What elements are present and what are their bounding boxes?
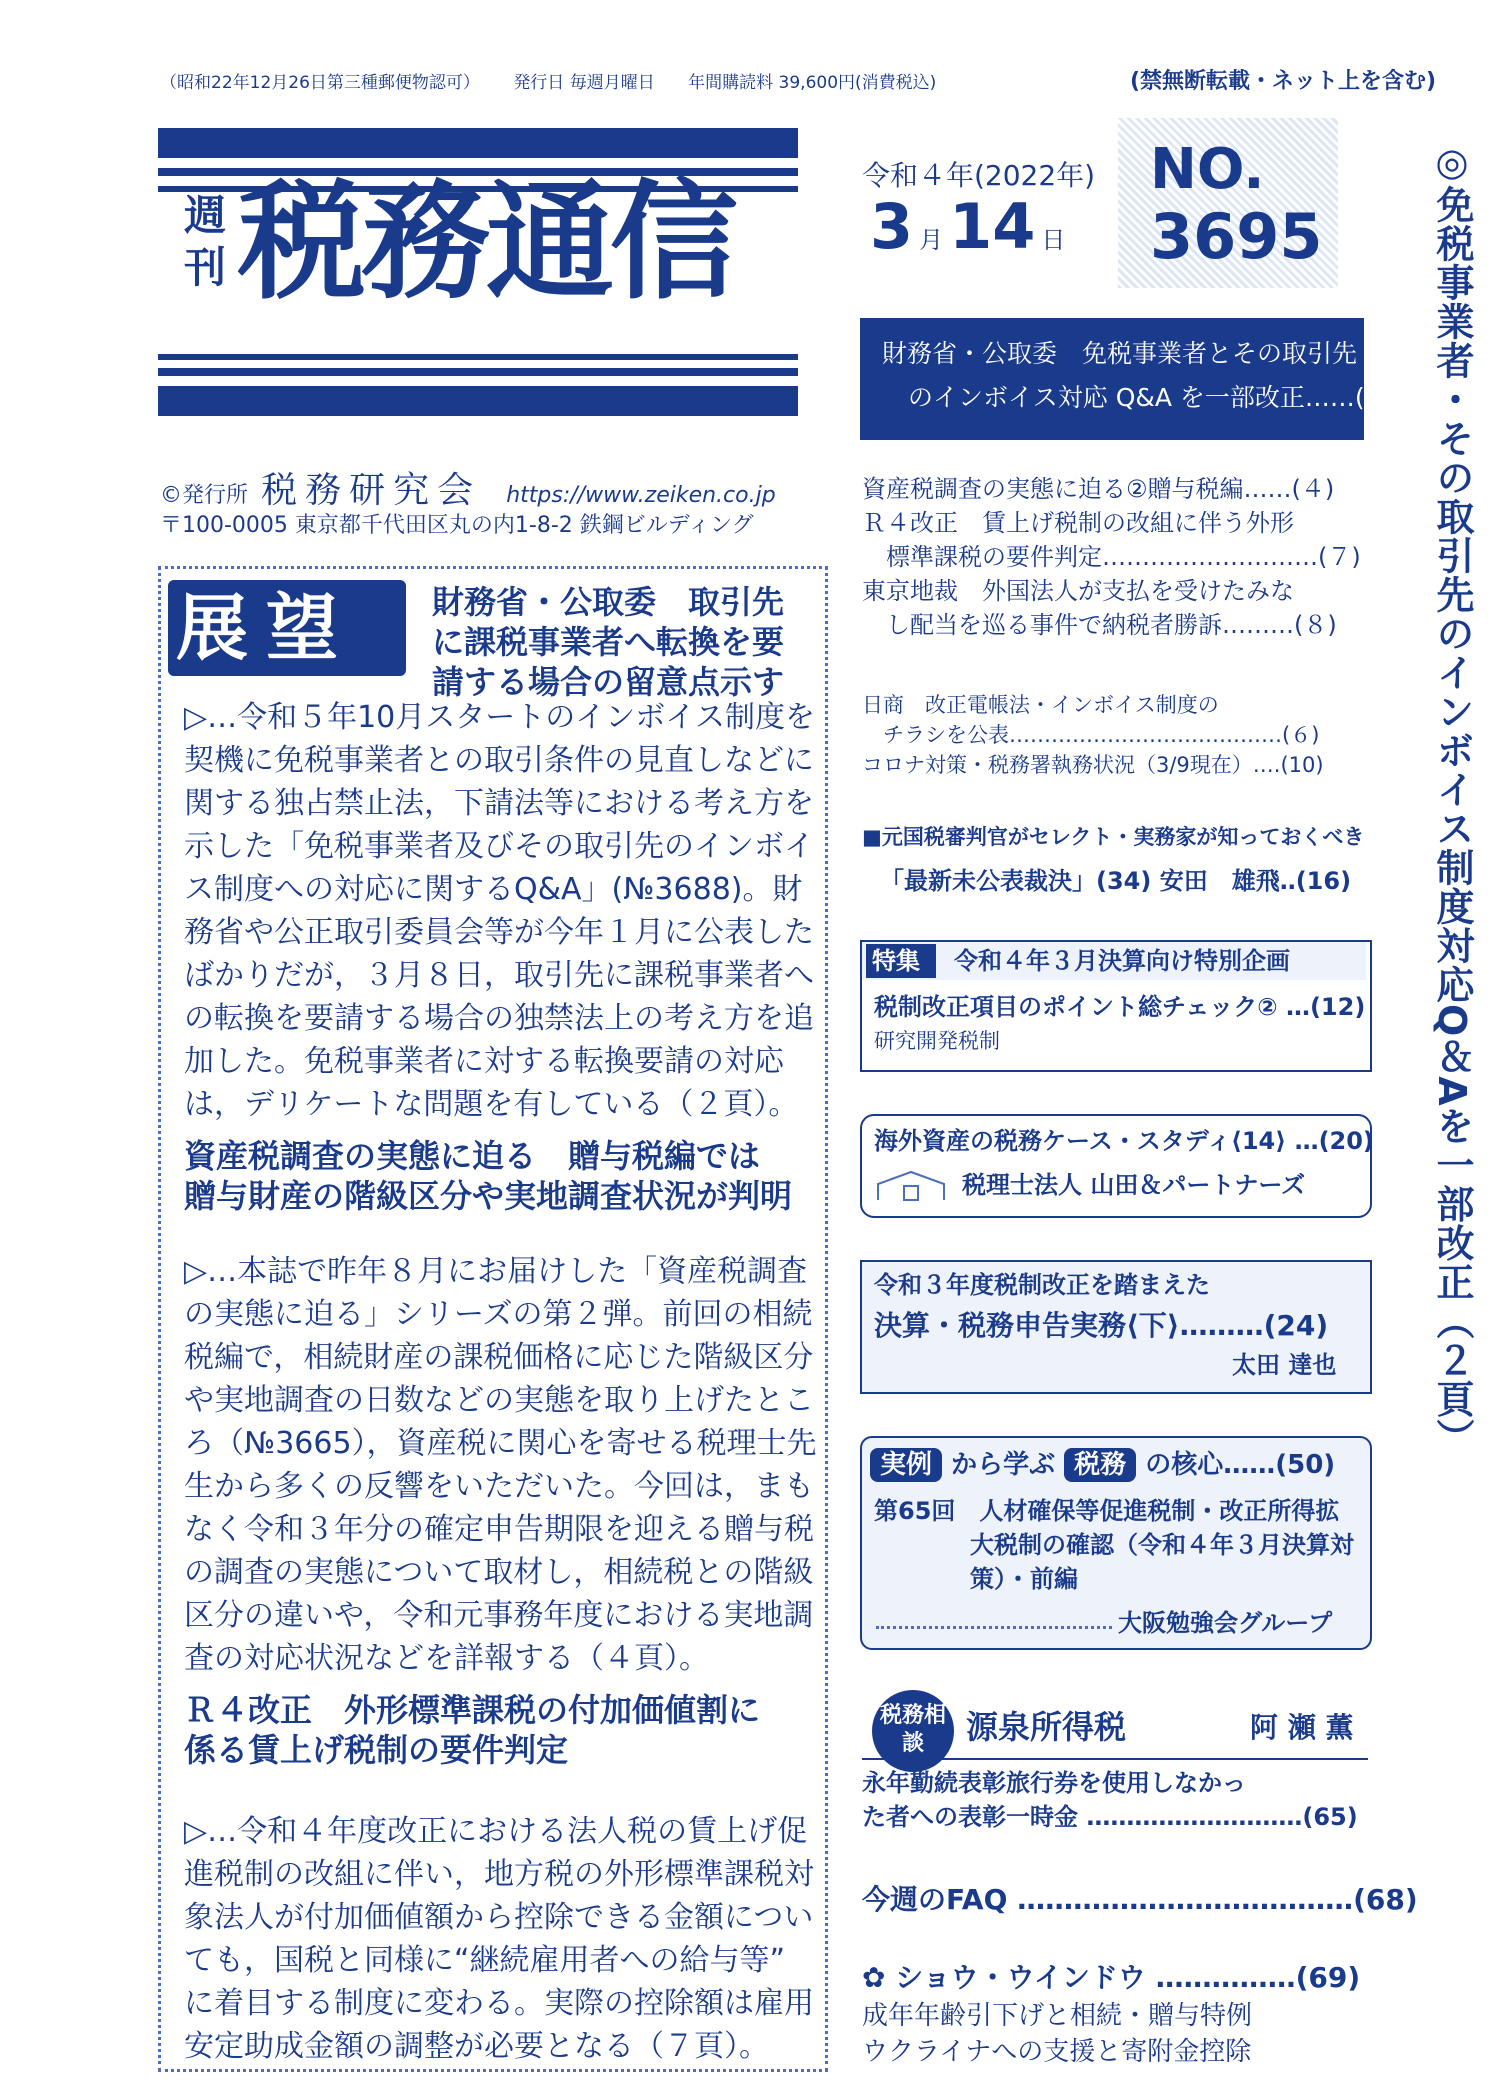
kessan-title[interactable]: 決算・税務申告実務⟨下⟩………(24) bbox=[874, 1309, 1329, 1342]
para-line: 関する独占禁止法，下請法等における考え方を bbox=[184, 786, 814, 821]
house-icon bbox=[876, 1170, 946, 1206]
toc-item[interactable]: 東京地裁 外国法人が支払を受けたみな bbox=[862, 577, 1294, 605]
section-heading-assets bbox=[184, 1136, 792, 1216]
kaigai-author: 税理士法人 山田＆パートナーズ bbox=[962, 1171, 1306, 1199]
toc-item[interactable]: し配当を巡る事件で納税者勝訴………(８) bbox=[862, 611, 1337, 639]
lead-headline-line1: 財務省・公取委 免税事業者とその取引先 bbox=[882, 339, 1358, 368]
para-line: なく令和３年分の確定申告期限を迎える贈与税 bbox=[184, 1512, 814, 1547]
tokushu-item[interactable]: 税制改正項目のポイント総チェック② …(12) bbox=[874, 993, 1366, 1021]
para-line: ▷…本誌で昨年８月にお届けした「資産税調査 bbox=[184, 1254, 808, 1289]
soudan-items bbox=[862, 1766, 1358, 1834]
toc-group-2 bbox=[862, 690, 1324, 780]
publisher-line bbox=[160, 462, 776, 513]
outlook-headline-line: に課税事業者へ転換を要 bbox=[432, 623, 785, 661]
subscription-text: 年間購読料 39,600円(消費税込) bbox=[688, 73, 937, 93]
date-month-unit: 月 bbox=[919, 226, 944, 254]
para-line: 生から多くの反響をいただいた。今回は，まも bbox=[184, 1469, 814, 1504]
outlook-headline-line: 請する場合の留意点示す bbox=[432, 663, 785, 701]
window-title[interactable]: ショウ・ウインドウ ……………(69) bbox=[895, 1961, 1361, 1994]
outlook-paragraph-2 bbox=[184, 1250, 817, 1680]
window-item[interactable]: 成年年齢引下げと相続・贈与特例 bbox=[862, 2001, 1253, 2031]
soudan-author: 阿 瀬 薫 bbox=[1250, 1711, 1354, 1744]
para-line: ろ（№3665），資産税に関心を寄せる税理士先 bbox=[184, 1426, 817, 1461]
outlook-headline bbox=[432, 582, 784, 702]
para-line: の実態に迫る」シリーズの第２弾。前回の相続 bbox=[184, 1297, 813, 1332]
para-line: 区分の違いや，令和元事務年度における実地調 bbox=[184, 1598, 814, 1633]
jitsurei-header bbox=[870, 1444, 1335, 1481]
para-line: ス制度への対応に関するQ&A」(№3688)。財 bbox=[184, 872, 803, 907]
saishin-kicker: ■元国税審判官がセレクト・実務家が知っておくべき bbox=[862, 825, 1365, 849]
tokushu-badge: 特集 bbox=[872, 947, 920, 975]
kessan-author: 太田 達也 bbox=[1232, 1351, 1337, 1379]
faq-item[interactable]: 今週のFAQ ………………………………(68) bbox=[862, 1883, 1418, 1916]
lead-headline-box[interactable] bbox=[860, 318, 1400, 440]
heading-line: 係る賃上げ税制の要件判定 bbox=[184, 1731, 569, 1769]
jitsurei-badge-2: 税務 bbox=[1064, 1448, 1136, 1482]
issue-day-text: 発行日 毎週月曜日 bbox=[513, 73, 655, 93]
divider bbox=[862, 1758, 1368, 1760]
issue-number: 3695 bbox=[1150, 200, 1323, 273]
toc-group-1 bbox=[862, 472, 1361, 642]
toc-item[interactable]: コロナ対策・税務署執務状況（3/9現在）….(10) bbox=[862, 753, 1324, 777]
window-header bbox=[862, 1956, 1360, 1996]
section-heading-r4 bbox=[184, 1690, 760, 1770]
outlook-headline-line: 財務省・公取委 取引先 bbox=[432, 583, 785, 621]
jitsurei-tail: の核心……(50) bbox=[1145, 1450, 1336, 1480]
date-month: 3 bbox=[870, 190, 914, 263]
masthead-title: 税務通信 bbox=[238, 168, 735, 317]
publisher-url[interactable]: https://www.zeiken.co.jp bbox=[506, 483, 776, 508]
outlook-paragraph-3 bbox=[184, 1810, 814, 2068]
para-line: は，デリケートな問題を有している（２頁）。 bbox=[184, 1087, 799, 1122]
para-line: 進税制の改組に伴い，地方税の外形標準課税対 bbox=[184, 1857, 814, 1892]
date-day: 14 bbox=[949, 190, 1036, 263]
vertical-headline: ◎免税事業者・その取引先のインボイス制度対応Q＆Aを一部改正（２頁） bbox=[1430, 140, 1474, 1458]
para-line: 査の対応状況などを詳報する（４頁）。 bbox=[184, 1641, 709, 1676]
toc-item[interactable]: 日商 改正電帳法・インボイス制度の bbox=[862, 693, 1219, 717]
tokushu-sub: 研究開発税制 bbox=[874, 1029, 1000, 1053]
jitsurei-mid: から学ぶ bbox=[951, 1450, 1056, 1480]
window-item[interactable]: ウクライナへの支援と寄附金控除 bbox=[862, 2037, 1252, 2067]
para-line: や実地調査の日数などの実態を取り上げたとこ bbox=[184, 1383, 814, 1418]
jitsurei-badge-1: 実例 bbox=[870, 1448, 942, 1482]
heading-line: 贈与財産の階級区分や実地調査状況が判明 bbox=[184, 1177, 793, 1215]
outlook-paragraph-1 bbox=[184, 696, 815, 1126]
toc-item[interactable]: チラシを公表…………………………………(６) bbox=[862, 723, 1320, 747]
soudan-badge: 税務相談 bbox=[880, 1703, 947, 1756]
para-line: 税編で，相続財産の課税価格に応じた階級区分 bbox=[184, 1340, 814, 1375]
heading-line: 資産税調査の実態に迫る 贈与税編では bbox=[184, 1137, 761, 1175]
publisher-name: 税務研究会 bbox=[261, 470, 482, 511]
soudan-title[interactable]: 源泉所得税 bbox=[966, 1708, 1127, 1746]
para-line: 安定助成金額の調整が必要となる（７頁）。 bbox=[184, 2029, 769, 2064]
header-info-line bbox=[160, 68, 964, 93]
masthead-logo bbox=[158, 128, 798, 424]
publisher-label: ©発行所 bbox=[160, 483, 249, 508]
soudan-item-line[interactable]: 永年勤続表彰旅行券を使用しなかっ bbox=[862, 1769, 1246, 1797]
toc-item[interactable]: 標準課税の要件判定………………………(７) bbox=[862, 543, 1361, 571]
para-line: 象法人が付加価値額から控除できる金額につい bbox=[184, 1900, 814, 1935]
tokushu-title: 令和４年３月決算向け特別企画 bbox=[954, 947, 1290, 975]
permit-text: （昭和22年12月26日第三種郵便物認可） bbox=[160, 73, 480, 93]
para-line: ばかりだが，３月８日，取引先に課税事業者へ bbox=[184, 958, 814, 993]
kessan-kicker: 令和３年度税制改正を踏まえた bbox=[874, 1271, 1210, 1299]
para-line: の転換を要請する場合の独禁法上の考え方を追 bbox=[184, 1001, 814, 1036]
para-line: ▷…令和４年度改正における法人税の賃上げ促 bbox=[184, 1814, 808, 1849]
issue-no-label: NO. bbox=[1150, 137, 1265, 202]
para-line: ても，国税と同様に“継続雇用者への給与等” bbox=[184, 1943, 786, 1978]
lead-headline-line2: のインボイス対応 Q&A を一部改正……(２) bbox=[908, 383, 1400, 412]
para-line: 示した「免税事業者及びその取引先のインボイ bbox=[184, 829, 814, 864]
para-line: に着目する制度に変わる。実際の控除額は雇用 bbox=[184, 1986, 814, 2021]
para-line: 加した。免税事業者に対する転換要請の対応 bbox=[184, 1044, 784, 1079]
divider bbox=[876, 1626, 1112, 1629]
toc-item[interactable]: 資産税調査の実態に迫る②贈与税編……(４) bbox=[862, 475, 1335, 503]
date-day-unit: 日 bbox=[1041, 226, 1066, 254]
era-date: 令和４年(2022年) bbox=[862, 159, 1096, 192]
issue-date bbox=[870, 190, 1071, 263]
copyright-notice: (禁無断転載・ネット上を含む) bbox=[1130, 69, 1437, 94]
jitsurei-item-line[interactable]: 第65回 人材確保等促進税制・改正所得拡 bbox=[874, 1497, 1340, 1525]
para-line: ▷…令和５年10月スタートのインボイス制度を bbox=[184, 700, 815, 735]
outlook-badge: 展望 bbox=[176, 586, 357, 670]
kaigai-title[interactable]: 海外資産の税務ケース・スタディ⟨14⟩ …(20) bbox=[874, 1127, 1374, 1155]
flower-icon: ✿ bbox=[862, 1961, 886, 1994]
window-items bbox=[862, 1998, 1252, 2070]
toc-item[interactable]: Ｒ４改正 賃上げ税制の改組に伴う外形 bbox=[862, 509, 1294, 537]
para-line: の調査の実態について取材し，相続税との階級 bbox=[184, 1555, 814, 1590]
saishin-item[interactable]: 「最新未公表裁決」(34) 安田 雄飛‥(16) bbox=[880, 867, 1352, 895]
jitsurei-item-line[interactable]: 策）・前編 bbox=[874, 1565, 1078, 1593]
masthead-weekly: 週刊 bbox=[183, 191, 226, 292]
publisher-address: 〒100-0005 東京都千代田区丸の内1-8-2 鉄鋼ビルディング bbox=[160, 513, 754, 538]
jitsurei-item-line[interactable]: 大税制の確認（令和４年３月決算対 bbox=[874, 1531, 1354, 1559]
jitsurei-items bbox=[874, 1494, 1354, 1596]
para-line: 務省や公正取引委員会等が今年１月に公表した bbox=[184, 915, 814, 950]
heading-line: Ｒ４改正 外形標準課税の付加価値割に bbox=[184, 1691, 761, 1729]
para-line: 契機に免税事業者との取引条件の見直しなどに bbox=[184, 743, 814, 778]
soudan-item-line[interactable]: た者への表彰一時金 ………………………(65) bbox=[862, 1803, 1358, 1831]
jitsurei-author: 大阪勉強会グループ bbox=[1118, 1609, 1333, 1637]
